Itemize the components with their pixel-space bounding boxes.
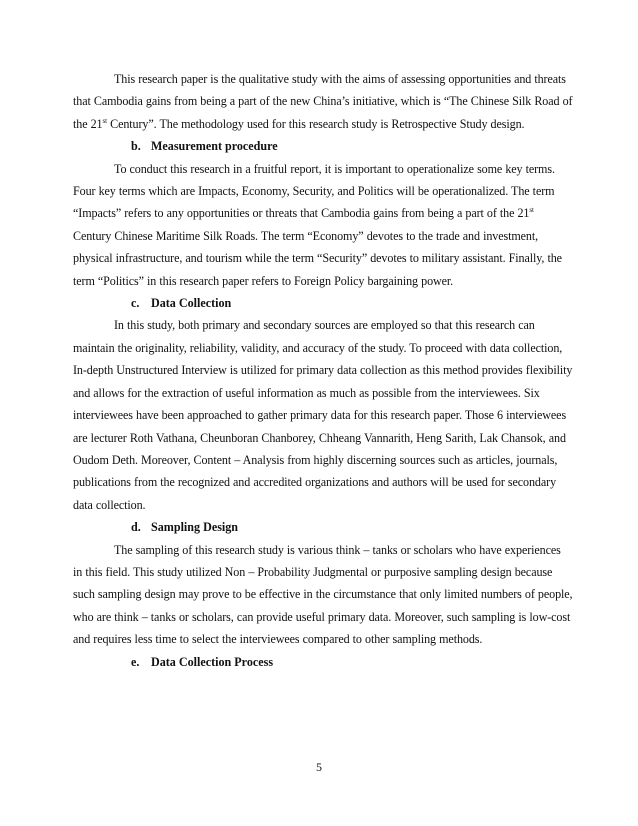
measurement-paragraph bbox=[73, 158, 573, 292]
heading-title: Data Collection bbox=[151, 296, 232, 311]
heading-letter: d. bbox=[131, 520, 141, 535]
intro-text-part2: Century”. The methodology used for this research study is Retrospective Study design. bbox=[106, 116, 525, 131]
heading-data-collection bbox=[73, 292, 573, 314]
intro-paragraph bbox=[73, 68, 573, 135]
intro-superscript: st bbox=[102, 116, 107, 125]
sampling-paragraph: The sampling of this research study is various think – tanks or scholars who have experiences in this field. This study utilized Non – Probability Judgmental or purposive sampling design because such sampling design may prove to be effective in the circumstance that only limited numbers of people, who are think – tanks or scholars, can provide useful primary data. Moreover, such sampling is low-cost and requires less time to select the interviewees compared to other sampling methods. bbox=[73, 542, 573, 647]
heading-letter: b. bbox=[131, 139, 141, 154]
heading-title: Data Collection Process bbox=[151, 654, 274, 669]
measurement-superscript: st bbox=[529, 206, 534, 215]
heading-letter: c. bbox=[131, 296, 140, 311]
heading-letter: e. bbox=[131, 654, 140, 669]
heading-sampling-design bbox=[73, 516, 573, 538]
heading-title: Sampling Design bbox=[151, 520, 239, 535]
measurement-text-part2: Century Chinese Maritime Silk Roads. The term “Economy” devotes to the trade and investment, physical infrastructure, and tourism while the term “Security” devotes to military assistant. Finally, the term “Politics” in this research paper refers to Foreign Policy bargaining power. bbox=[73, 228, 562, 288]
page-content bbox=[73, 68, 573, 673]
heading-measurement-procedure bbox=[73, 135, 573, 157]
heading-title: Measurement procedure bbox=[151, 139, 278, 154]
measurement-text-part1: To conduct this research in a fruitful report, it is important to operationalize some key terms. Four key terms which are Impacts, Economy, Security, and Politics will be operationalized. The term “Impacts” refers to any opportunities or threats that Cambodia gains from being a part of the 21 bbox=[73, 161, 555, 221]
intro-text-part1: This research paper is the qualitative study with the aims of assessing opportunities and threats that Cambodia gains from being a part of the new China’s initiative, which is “The Chinese Silk Road of the 21 bbox=[73, 72, 573, 131]
page-number: 5 bbox=[316, 760, 322, 774]
heading-data-collection-process bbox=[73, 651, 573, 673]
data-collection-paragraph: In this study, both primary and secondary sources are employed so that this research can maintain the originality, reliability, validity, and accuracy of the study. To proceed with data collection, In-depth Unstructured Interview is utilized for primary data collection as this method provides flexibility and allows for the extraction of useful information as much as possible from the interviewees. Six interviewees have been approached to gather primary data for this research paper. Those 6 interviewees are lecturer Roth Vathana, Cheunboran Chanborey, Chheang Vannarith, Heng Sarith, Lak Chansok, and Oudom Deth. Moreover, Content – Analysis from highly discerning sources such as articles, journals, publications from the recognized and accredited organizations and authors will be used for secondary data collection. bbox=[73, 318, 573, 512]
